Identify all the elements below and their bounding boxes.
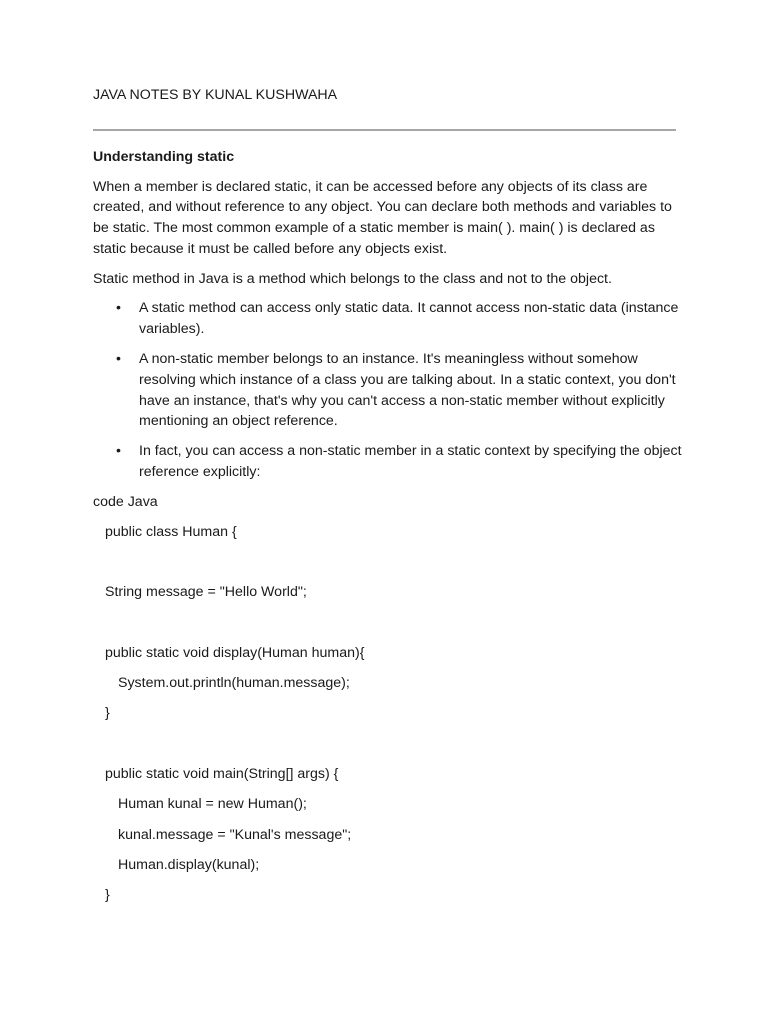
bullet-item bbox=[93, 349, 683, 432]
header-divider bbox=[93, 129, 676, 131]
static-method-paragraph: Static method in Java is a method which belongs to the class and not to the object. bbox=[93, 270, 612, 287]
code-line: public static void main(String[] args) { bbox=[105, 766, 339, 783]
code-line: public class Human { bbox=[105, 523, 237, 540]
bullet-item bbox=[93, 441, 683, 483]
code-line-blank bbox=[93, 613, 683, 643]
code-line: kunal.message = "Kunal's message"; bbox=[118, 826, 352, 843]
code-line: public static void display(Human human){ bbox=[105, 644, 365, 661]
bullet-item bbox=[93, 298, 683, 340]
code-line: } bbox=[105, 705, 110, 722]
document-body bbox=[93, 147, 683, 916]
code-line-blank bbox=[93, 734, 683, 764]
section-heading: Understanding static bbox=[93, 149, 235, 165]
code-line: } bbox=[105, 887, 110, 904]
bullet-text: In fact, you can access a non-static member in a static context by specifying the object reference explicitly: bbox=[139, 443, 682, 481]
bullet-text: A non-static member belongs to an instance. It's meaningless without somehow resolving which instance of a class you are talking about. In a static context, you don't have an instance, that's why you can't access a non-static member without explicitly mentioning an object reference. bbox=[139, 351, 676, 430]
code-line: Human kunal = new Human(); bbox=[118, 796, 307, 813]
code-label: code Java bbox=[93, 493, 158, 510]
code-line: String message = "Hello World"; bbox=[105, 584, 307, 601]
bullet-icon: • bbox=[116, 443, 121, 460]
bullet-icon: • bbox=[116, 351, 121, 368]
bullet-icon: • bbox=[116, 300, 121, 317]
code-line-blank bbox=[93, 552, 683, 582]
code-line: System.out.println(human.message); bbox=[118, 675, 350, 692]
intro-paragraph: When a member is declared static, it can be accessed before any objects of its class are created, and without reference to any object. You can declare both methods and variables to be static. The most common example of a static member is main( ). main( ) is declared as static because it must be called before any objects exist. bbox=[93, 178, 672, 257]
code-line: Human.display(kunal); bbox=[118, 856, 260, 873]
code-block bbox=[93, 522, 683, 916]
document-header-title: JAVA NOTES BY KUNAL KUSHWAHA bbox=[93, 87, 338, 103]
bullet-list bbox=[93, 298, 683, 482]
bullet-text: A static method can access only static data. It cannot access non-static data (instance variables). bbox=[139, 300, 679, 338]
